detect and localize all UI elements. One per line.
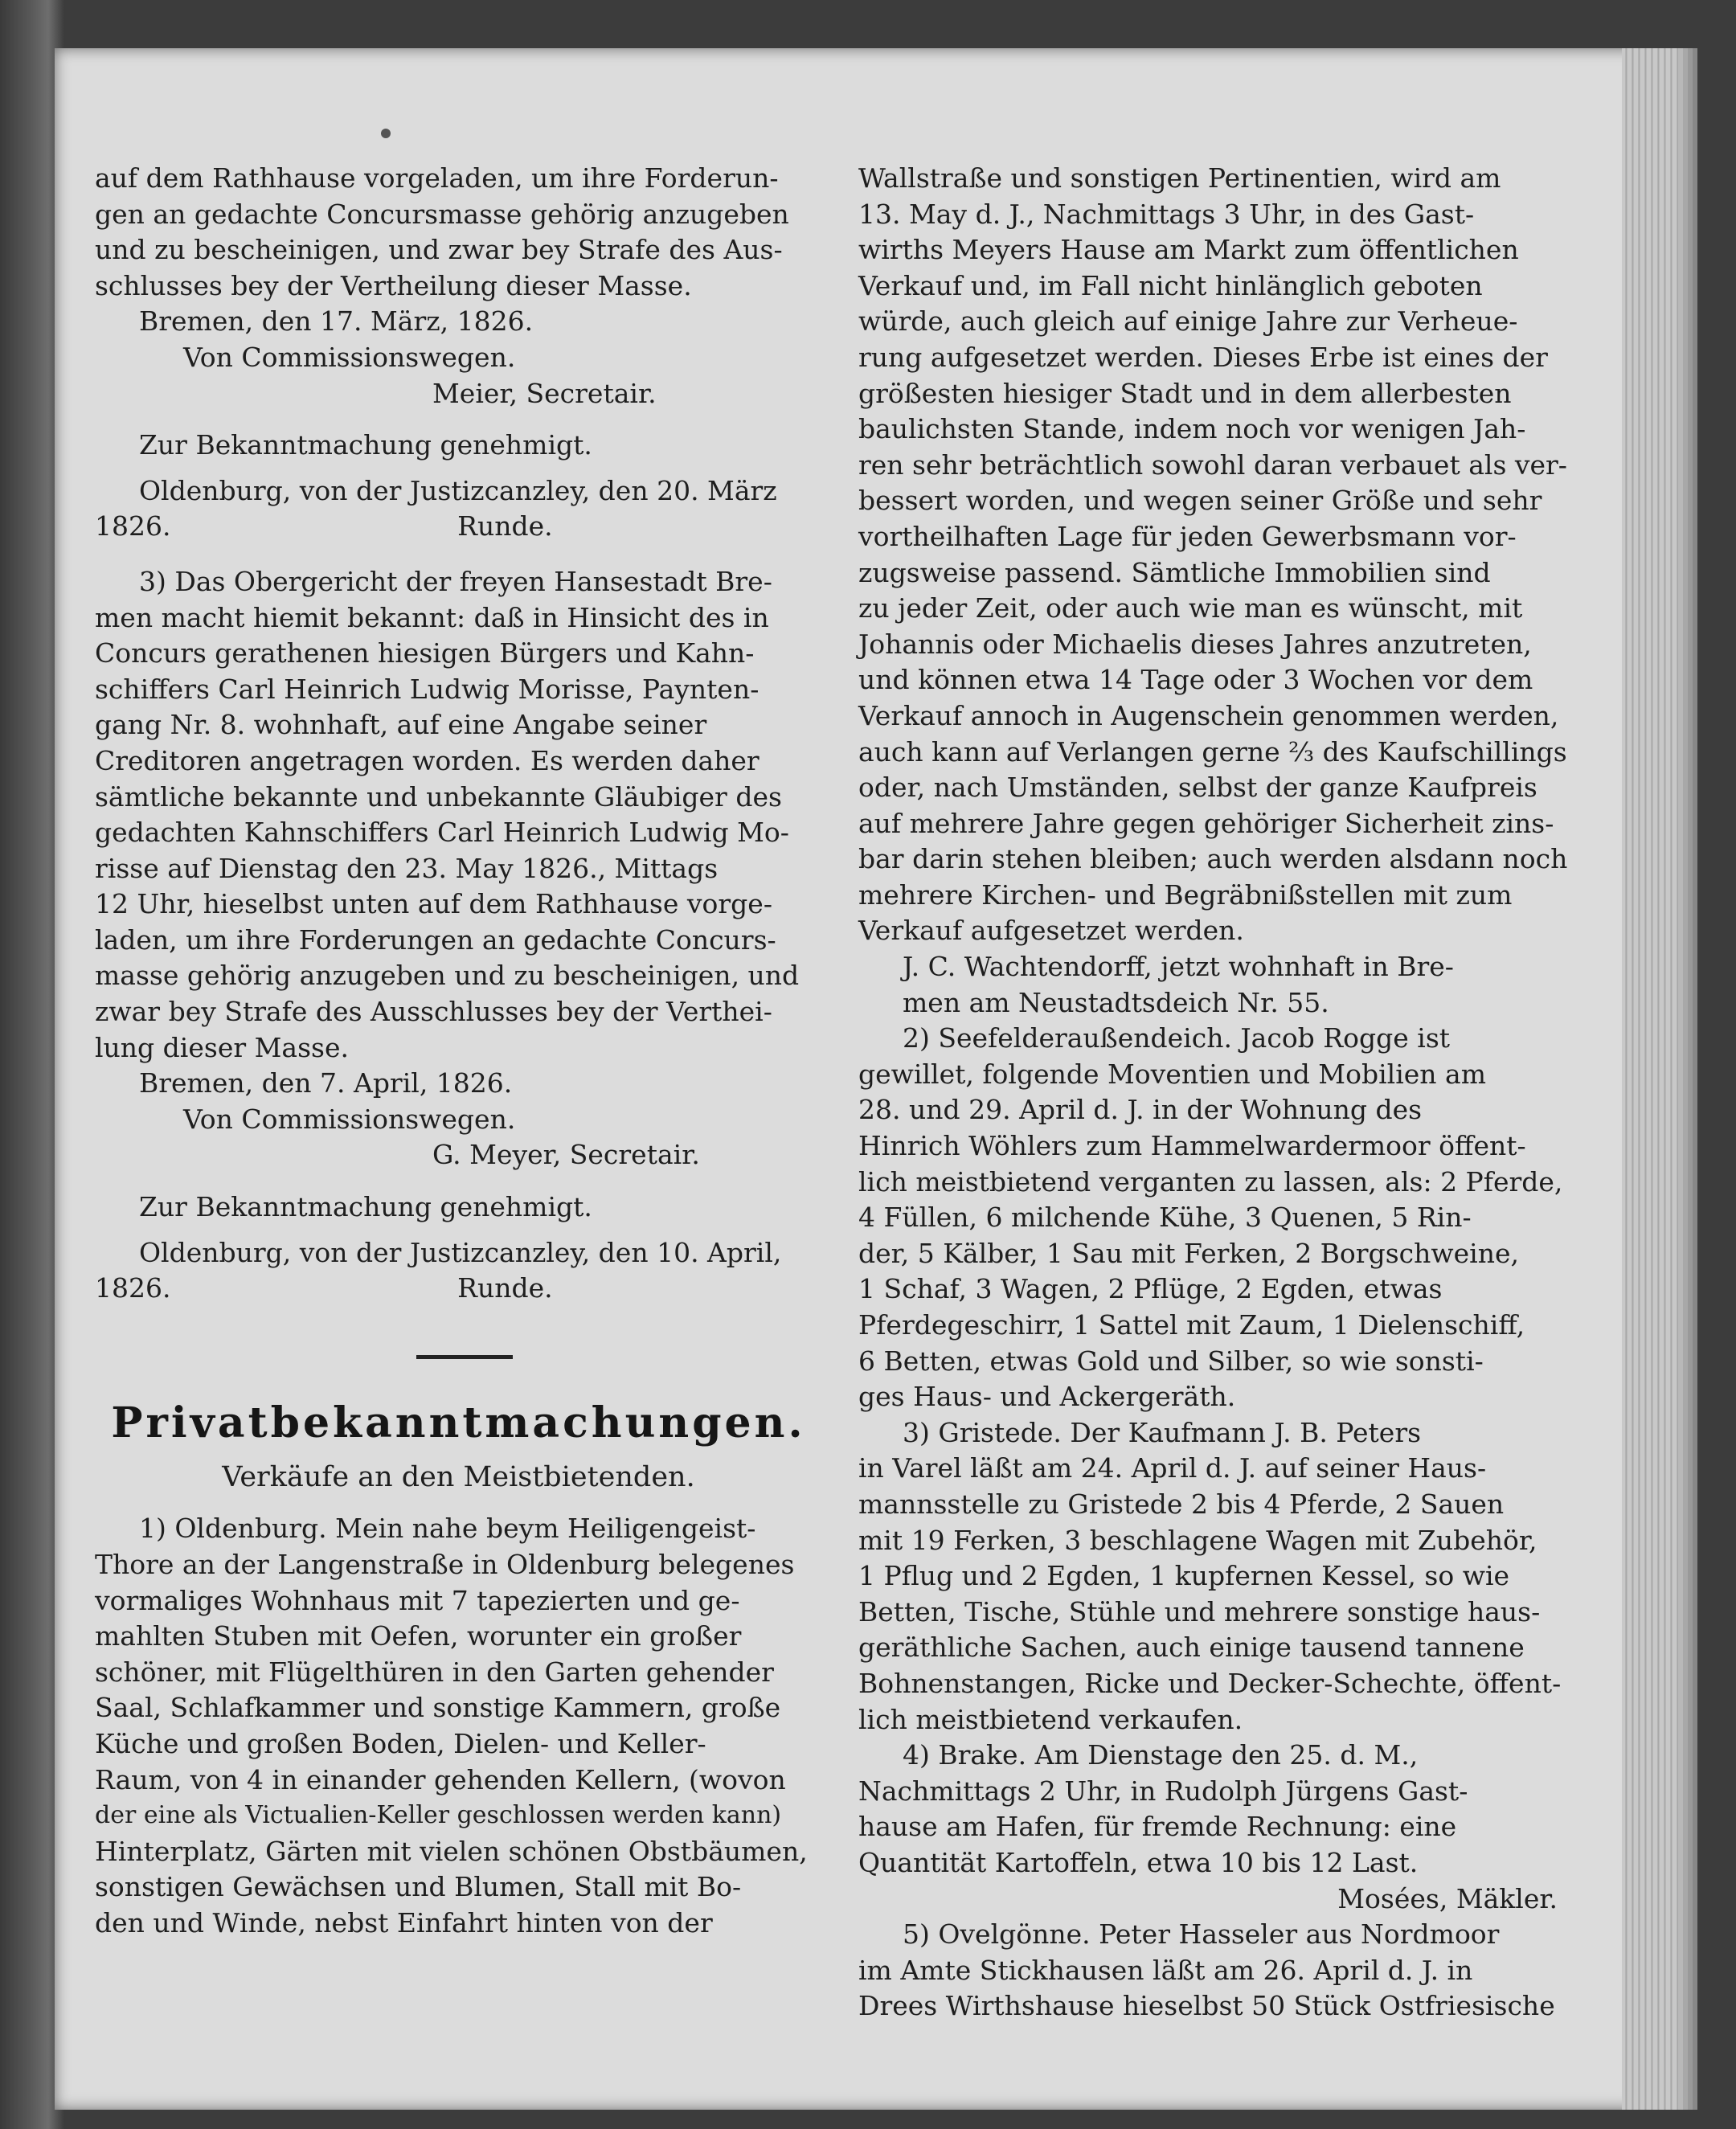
text-line: Saal, Schlafkammer und sonstige Kammern, große (95, 1692, 781, 1724)
place-line: 1826. Runde. (95, 510, 553, 542)
text-line: der, 5 Kälber, 1 Sau mit Ferken, 2 Borgschweine, (858, 1237, 1519, 1269)
text-line: mit 19 Ferken, 3 beschlagene Wagen mit Zubehör, (858, 1524, 1537, 1556)
right-column (858, 161, 1574, 2025)
text-line: masse gehörig anzugeben und zu bescheinigen, und (95, 960, 800, 992)
approval-line: Zur Bekanntmachung genehmigt. (139, 1191, 592, 1223)
text-line: lung dieser Masse. (95, 1031, 349, 1063)
notice-signature: Meier, Secretair. (432, 377, 657, 409)
text-line: mehrere Kirchen- und Begräbnißstellen mit zum (858, 878, 1513, 911)
text-line: hause am Hafen, für fremde Rechnung: eine (858, 1811, 1457, 1843)
text-line: größesten hiesiger Stadt und in dem allerbesten (858, 377, 1512, 409)
text-line: schöner, mit Flügelthüren in den Garten gehender (95, 1656, 774, 1688)
text-line: zu jeder Zeit, oder auch wie man es wünscht, mit (858, 592, 1523, 624)
text-line: geräthliche Sachen, auch einige tausend tannene (858, 1632, 1525, 1664)
text-line: gewillet, folgende Moventien und Mobilien am (858, 1058, 1486, 1090)
text-line: Quantität Kartoffeln, etwa 10 bis 12 Last. (858, 1846, 1419, 1878)
notice-authority: Von Commissionswegen. (183, 1103, 516, 1135)
text-line: oder, nach Umständen, selbst der ganze Kaufpreis (858, 772, 1537, 804)
text-line: zugsweise passend. Sämtliche Immobilien sind (858, 556, 1491, 588)
text-line: vortheilhaften Lage für jeden Gewerbsmann vor- (858, 520, 1517, 552)
notice-date: Bremen, den 17. März, 1826. (139, 305, 534, 338)
place-line: 1826. Runde. (95, 1272, 553, 1304)
text-line: gen an gedachte Concursmasse gehörig anzugeben (95, 198, 789, 230)
text-line: 4 Füllen, 6 milchende Kühe, 3 Quenen, 5 Rin- (858, 1202, 1472, 1234)
text-line: 2) Seefelderaußendeich. Jacob Rogge ist (903, 1022, 1451, 1054)
text-line: und zu bescheinigen, und zwar bey Strafe des Aus- (95, 234, 783, 266)
text-line: gang Nr. 8. wohnhaft, auf eine Angabe seiner (95, 709, 707, 741)
notice-paragraph (95, 1511, 822, 1941)
text-line: lich meistbietend verkaufen. (858, 1703, 1243, 1735)
left-column (95, 161, 822, 1942)
text-line: 6 Betten, etwas Gold und Silber, so wie sonsti- (858, 1345, 1484, 1377)
notice-paragraph (858, 1415, 1574, 1738)
notice-paragraph (858, 1917, 1574, 2025)
section-heading: Privatbekanntmachungen. (111, 1398, 806, 1447)
text-line: lich meistbietend verganten zu lassen, als: 2 Pferde, (858, 1165, 1563, 1198)
text-line: mannsstelle zu Gristede 2 bis 4 Pferde, 2 Sauen (858, 1488, 1505, 1520)
text-line: ges Haus- und Ackergeräth. (858, 1381, 1236, 1413)
text-line: den und Winde, nebst Einfahrt hinten von der (95, 1906, 713, 1939)
page-edge-stack (1622, 48, 1678, 2110)
text-line: in Varel läßt am 24. April d. J. auf seiner Haus- (858, 1452, 1487, 1484)
text-line: Wallstraße und sonstigen Pertinentien, wird am (858, 162, 1501, 194)
text-line: der eine als Victualien-Keller geschlossen werden kann) (95, 1801, 782, 1830)
text-line: 12 Uhr, hieselbst unten auf dem Rathhause vorge- (95, 888, 772, 920)
text-line: Bohnenstangen, Ricke und Decker-Schechte, öffent- (858, 1667, 1562, 1699)
document-page (55, 48, 1678, 2110)
text-line: Pferdegeschirr, 1 Sattel mit Zaum, 1 Dielenschiff, (858, 1309, 1525, 1341)
text-line: 1 Schaf, 3 Wagen, 2 Pflüge, 2 Egden, etwas (858, 1273, 1443, 1305)
notice-paragraph (95, 161, 822, 304)
text-line: schiffers Carl Heinrich Ludwig Morisse, Paynten- (95, 673, 760, 705)
text-line: 4) Brake. Am Dienstage den 25. d. M., (903, 1739, 1419, 1771)
text-line: Hinrich Wöhlers zum Hammelwardermoor öffent- (858, 1130, 1526, 1162)
text-line: sonstigen Gewächsen und Blumen, Stall mit Bo- (95, 1871, 742, 1903)
text-line: 13. May d. J., Nachmittags 3 Uhr, in des Gast- (858, 198, 1475, 230)
notice-paragraph (858, 1738, 1574, 1881)
text-line: auf dem Rathhause vorgeladen, um ihre Forderun- (95, 162, 779, 194)
text-line: und können etwa 14 Tage oder 3 Wochen vor dem (858, 664, 1533, 696)
ink-dot (381, 129, 391, 138)
text-line: 3) Das Obergericht der freyen Hansestadt Bre- (139, 565, 772, 597)
text-line: mahlten Stuben mit Oefen, worunter ein großer (95, 1620, 742, 1652)
divider-rule (416, 1355, 513, 1359)
text-line: Drees Wirthshause hieselbst 50 Stück Ostfriesische (858, 1990, 1555, 2022)
text-line: Johannis oder Michaelis dieses Jahres anzutreten, (858, 628, 1532, 660)
notice-signature: men am Neustadtsdeich Nr. 55. (903, 986, 1329, 1018)
text-line: laden, um ihre Forderungen an gedachte Concurs- (95, 923, 776, 956)
place-line: Oldenburg, von der Justizcanzley, den 20. März (139, 474, 777, 506)
notice-paragraph (95, 564, 822, 1066)
text-line: würde, auch gleich auf einige Jahre zur Verheue- (858, 305, 1518, 338)
notice-signature: G. Meyer, Secretair. (432, 1139, 700, 1171)
notice-authority: Von Commissionswegen. (183, 341, 516, 373)
text-line: men macht hiemit bekannt: daß in Hinsicht des in (95, 601, 769, 633)
text-line: Nachmittags 2 Uhr, in Rudolph Jürgens Gast- (858, 1775, 1468, 1807)
notice-paragraph (858, 161, 1574, 949)
text-line: ren sehr beträchtlich sowohl daran verbauet als ver- (858, 448, 1567, 481)
text-line: zwar bey Strafe des Ausschlusses bey der Verthei- (95, 996, 772, 1028)
text-line: baulichsten Stande, indem noch vor wenigen Jah- (858, 413, 1526, 445)
text-line: 1) Oldenburg. Mein nahe beym Heiligengeist- (139, 1513, 756, 1545)
text-line: Creditoren angetragen worden. Es werden daher (95, 744, 760, 776)
text-line: sämtliche bekannte und unbekannte Gläubiger des (95, 780, 782, 813)
text-line: wirths Meyers Hause am Markt zum öffentlichen (858, 234, 1519, 266)
text-line: Betten, Tische, Stühle und mehrere sonstige haus- (858, 1595, 1541, 1627)
text-line: auf mehrere Jahre gegen gehöriger Sicherheit zins- (858, 807, 1554, 839)
text-line: risse auf Dienstag den 23. May 1826., Mittags (95, 852, 719, 884)
notice-paragraph (858, 1021, 1574, 1415)
text-line: Raum, von 4 in einander gehenden Kellern, (wovon (95, 1763, 786, 1795)
text-line: 5) Ovelgönne. Peter Hasseler aus Nordmoor (903, 1918, 1500, 1951)
section-subheading: Verkäufe an den Meistbietenden. (222, 1460, 695, 1493)
text-line: gedachten Kahnschiffers Carl Heinrich Ludwig Mo- (95, 817, 789, 849)
notice-date: Bremen, den 7. April, 1826. (139, 1067, 513, 1099)
text-line: Küche und großen Boden, Dielen- und Keller- (95, 1727, 706, 1759)
text-line: 3) Gristede. Der Kaufmann J. B. Peters (903, 1416, 1422, 1448)
place-line: Oldenburg, von der Justizcanzley, den 10. April, (139, 1236, 782, 1268)
text-line: rung aufgesetzet werden. Dieses Erbe ist eines der (858, 341, 1548, 373)
section-divider (95, 1347, 822, 1379)
text-line: bessert worden, und wegen seiner Größe und sehr (858, 485, 1542, 517)
text-line: Verkauf annoch in Augenschein genommen werden, (858, 699, 1559, 731)
text-line: Thore an der Langenstraße in Oldenburg belegenes (95, 1549, 795, 1580)
text-line: bar darin stehen bleiben; auch werden alsdann noch (858, 843, 1568, 875)
text-line: 1 Pflug und 2 Egden, 1 kupfernen Kessel, so wie (858, 1560, 1510, 1592)
notice-signature: Mosées, Mäkler. (1337, 1882, 1558, 1914)
text-line: Verkauf aufgesetzet werden. (858, 915, 1244, 947)
text-line: auch kann auf Verlangen gerne ⅔ des Kaufschillings (858, 735, 1567, 768)
text-line: schlusses bey der Vertheilung dieser Masse. (95, 269, 692, 301)
text-line: Verkauf und, im Fall nicht hinlänglich geboten (858, 269, 1483, 301)
text-line: Hinterplatz, Gärten mit vielen schönen Obstbäumen, (95, 1835, 808, 1867)
text-line: 28. und 29. April d. J. in der Wohnung des (858, 1094, 1423, 1126)
approval-line: Zur Bekanntmachung genehmigt. (139, 429, 592, 461)
text-line: im Amte Stickhausen läßt am 26. April d. J. in (858, 1954, 1473, 1986)
text-line: Concurs gerathenen hiesigen Bürgers und Kahn- (95, 637, 755, 669)
notice-signature: J. C. Wachtendorff, jetzt wohnhaft in Bre- (903, 951, 1454, 983)
text-line: vormaliges Wohnhaus mit 7 tapezierten und ge- (95, 1584, 740, 1616)
